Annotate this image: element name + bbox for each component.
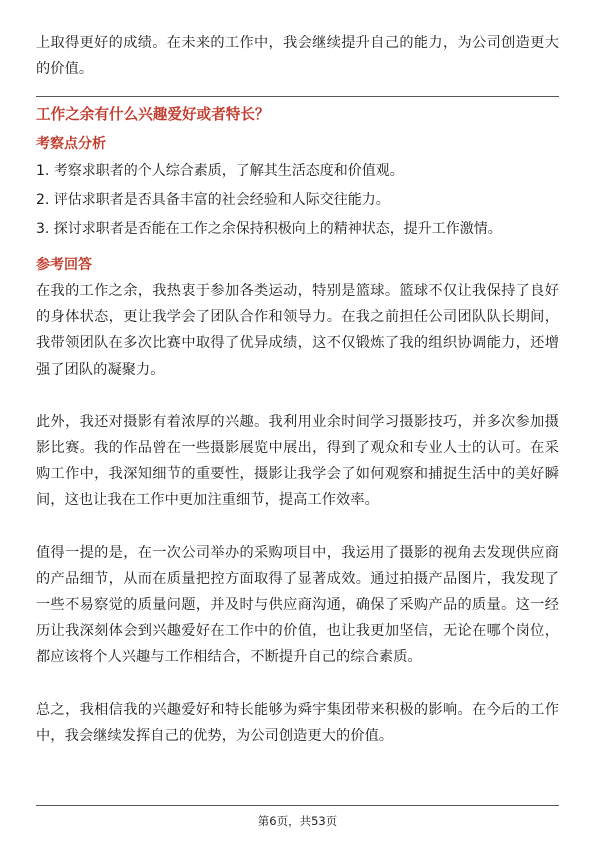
analysis-point: 2. 评估求职者是否具备丰富的社会经验和人际交往能力。	[36, 192, 390, 208]
analysis-point: 3. 探讨求职者是否能在工作之余保持积极向上的精神状态，提升工作激情。	[36, 221, 502, 237]
answer-paragraph: 总之，我相信我的兴趣爱好和特长能够为舜宇集团带来积极的影响。在今后的工作中，我会继续发挥自己的优势，为公司创造更大的价值。	[36, 701, 559, 744]
answer-label: 参考回答	[36, 257, 92, 273]
question-heading: 工作之余有什么兴趣爱好或者特长？	[36, 106, 270, 123]
answer-paragraph: 值得一提的是，在一次公司举办的采购项目中，我运用了摄影的视角去发现供应商的产品细节，从而在质量把控方面取得了显著成效。通过拍摄产品图片，我发现了一些不易察觉的质量问题，并及时与供应商沟通，确保了采购产品的质量。这一经历让我深刻体会到兴趣爱好在工作中的价值，也让我更加坚信，无论在哪个岗位，都应该将个人兴趣与工作相结合，不断提升自己的综合素质。	[36, 544, 559, 666]
answer-paragraph: 此外，我还对摄影有着浓厚的兴趣。我利用业余时间学习摄影技巧，并多次参加摄影比赛。我的作品曾在一些摄影展览中展出，得到了观众和专业人士的认可。在采购工作中，我深知细节的重要性，摄影让我学会了如何观察和捕捉生活中的美好瞬间，这也让我在工作中更加注重细节，提高工作效率。	[36, 413, 559, 509]
analysis-point: 1. 考察求职者的个人综合素质，了解其生活态度和价值观。	[36, 163, 404, 179]
section-divider	[36, 96, 559, 97]
analysis-points	[36, 157, 559, 244]
analysis-label: 考察点分析	[36, 136, 106, 152]
page-number: 第6页，共53页	[257, 814, 338, 828]
document-page	[36, 0, 559, 842]
intro-paragraph: 上取得更好的成绩。在未来的工作中，我会继续提升自己的能力，为公司创造更大的价值。	[36, 35, 559, 78]
footer-divider	[36, 805, 559, 806]
answer-paragraph: 在我的工作之余，我热衷于参加各类运动，特别是篮球。篮球不仅让我保持了良好的身体状态，更让我学会了团队合作和领导力。在我之前担任公司团队队长期间，我带领团队在多次比赛中取得了优异成绩，这不仅锻炼了我的组织协调能力，还增强了团队的凝聚力。	[36, 283, 559, 378]
answer-body	[36, 278, 559, 775]
